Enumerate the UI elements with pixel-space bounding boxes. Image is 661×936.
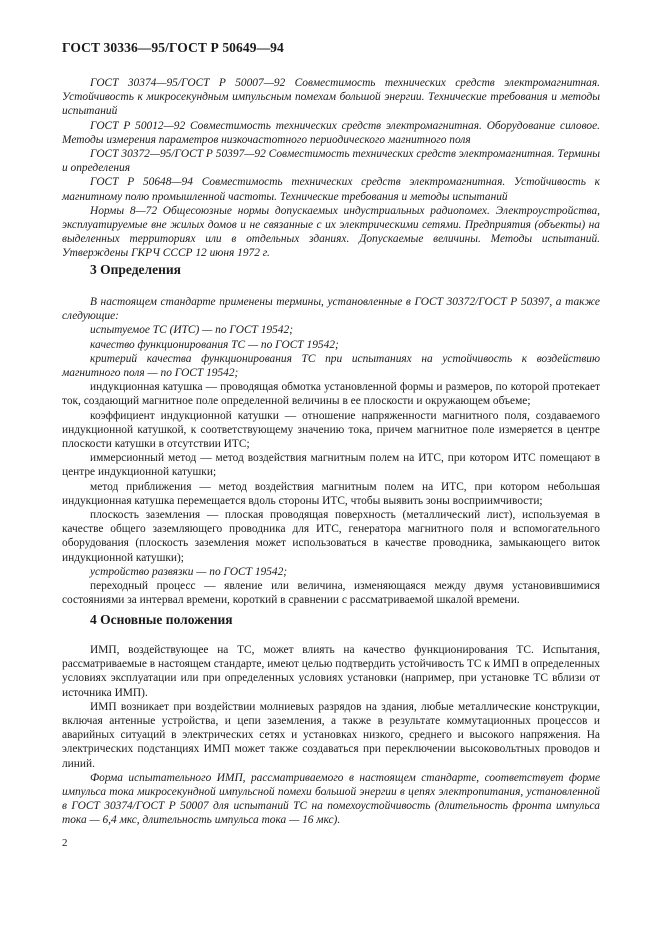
reference-item: Нормы 8—72 Общесоюзные нормы допускаемых индустриальных радиопомех. Электроустройства, эксплуатируемые вне жилых домов и не связанные с их электрическими сетями. Предприятия (объекты) на выделенных территориях или в отдельных зданиях. Допускаемые величины. Методы испытаний. Утверждены ГКРЧ СССР 12 июня 1972 г. [62, 204, 600, 260]
reference-item: ГОСТ 30372—95/ГОСТ Р 50397—92 Совместимость технических средств электромагнитная. Термины и определения [62, 148, 600, 175]
definition-item: индукционная катушка — проводящая обмотка установленной формы и размеров, по которой протекает ток, создающий магнитное поле определенной величины в ее плоскости и окружающем объеме; [62, 381, 600, 408]
definition-item: коэффициент индукционной катушки — отношение напряженности магнитного поля, создаваемого индукционной катушкой, к соответствующему значению тока, причем магнитное поле измеряется в центре плоскости катушки в отсутствии ИТС; [62, 409, 600, 451]
definition-item: иммерсионный метод — метод воздействия магнитным полем на ИТС, при котором ИТС помещают в центре индукционной катушки; [62, 452, 600, 479]
definition-item: устройство развязки — по ГОСТ 19542; [90, 565, 288, 578]
section-4-title: 4 Основные положения [90, 612, 233, 627]
document-header: ГОСТ 30336—95/ГОСТ Р 50649—94 [62, 40, 284, 55]
reference-item: ГОСТ 30374—95/ГОСТ Р 50007—92 Совместимость технических средств электромагнитная. Устойчивость к микросекундным импульсным помехам большой энергии. Технические требования и методы испытаний [62, 77, 600, 118]
definition-item: испытуемое ТС (ИТС) — по ГОСТ 19542; [90, 324, 293, 337]
definition-item: плоскость заземления — плоская проводящая поверхность (металлический лист), используемая в качестве общего заземляющего проводника для ИТС, генератора магнитного поля и вспомогательного оборудования (плоскость заземления может использоваться в качестве проводника, замыкающего виток индукционной катушки); [62, 509, 600, 564]
definition-item: критерий качества функционирования ТС при испытаниях на устойчивость к воздействию магнитного поля — по ГОСТ 19542; [62, 352, 600, 380]
section-4-paragraph: ИМП, воздействующее на ТС, может влиять на качество функционирования ТС. Испытания, рассматриваемые в настоящем стандарте, имеют целью подтвердить устойчивость ТС к ИМП в определенных условиях эксплуатации или при определенных условиях установки (например, при установке ТС вблизи от источника ИМП). [62, 644, 600, 699]
reference-item: ГОСТ Р 50648—94 Совместимость технических средств электромагнитная. Устойчивость к магнитному полю промышленной частоты. Технические требования и методы испытаний [62, 176, 600, 203]
section-4-paragraph: Форма испытательного ИМП, рассматриваемого в настоящем стандарте, соответствует форме импульса тока микросекундной импульсной помехи большой энергии в цепях электропитания, установленной в ГОСТ 30374/ГОСТ Р 50007 для испытаний ТС на помехоустойчивость (длительность фронта импульса тока — 6,4 мкс, длительность импульса тока — 16 мкс). [62, 771, 600, 827]
definition-item: качество функционирования ТС — по ГОСТ 19542; [90, 338, 339, 351]
section-3-body [62, 295, 600, 607]
references-list [62, 76, 600, 261]
section-4-paragraph: ИМП возникает при воздействии молниевых разрядов на здания, любые металлические конструкции, включая антенные устройства, и цепи заземления, а также в результате коммутационных процессов и аварийных ситуаций в электрических сетях и установках низкого, среднего и высокого напряжения. На электрических подстанциях ИМП может также создаваться при переключении высоковольтных проводов и линий. [62, 700, 600, 770]
definition-item: метод приближения — метод воздействия магнитным полем на ИТС, при котором небольшая индукционная катушка перемещается вдоль стороны ИТС, чтобы выявить зоны восприимчивости; [62, 480, 600, 507]
definition-item: переходный процесс — явление или величина, изменяющаяся между двумя установившимися состояниями за интервал времени, короткий в сравнении с рассматриваемой шкалой времени. [62, 580, 600, 607]
page-number: 2 [62, 837, 68, 849]
section-3-title: 3 Определения [90, 262, 181, 277]
section-3-intro: В настоящем стандарте применены термины, установленные в ГОСТ 30372/ГОСТ Р 50397, а также следующие: [62, 296, 600, 323]
reference-item: ГОСТ Р 50012—92 Совместимость технических средств электромагнитная. Оборудование силовое. Методы измерения параметров низкочастотного периодического магнитного поля [62, 119, 600, 146]
section-4-body [62, 643, 600, 828]
definitions-list [62, 323, 600, 607]
